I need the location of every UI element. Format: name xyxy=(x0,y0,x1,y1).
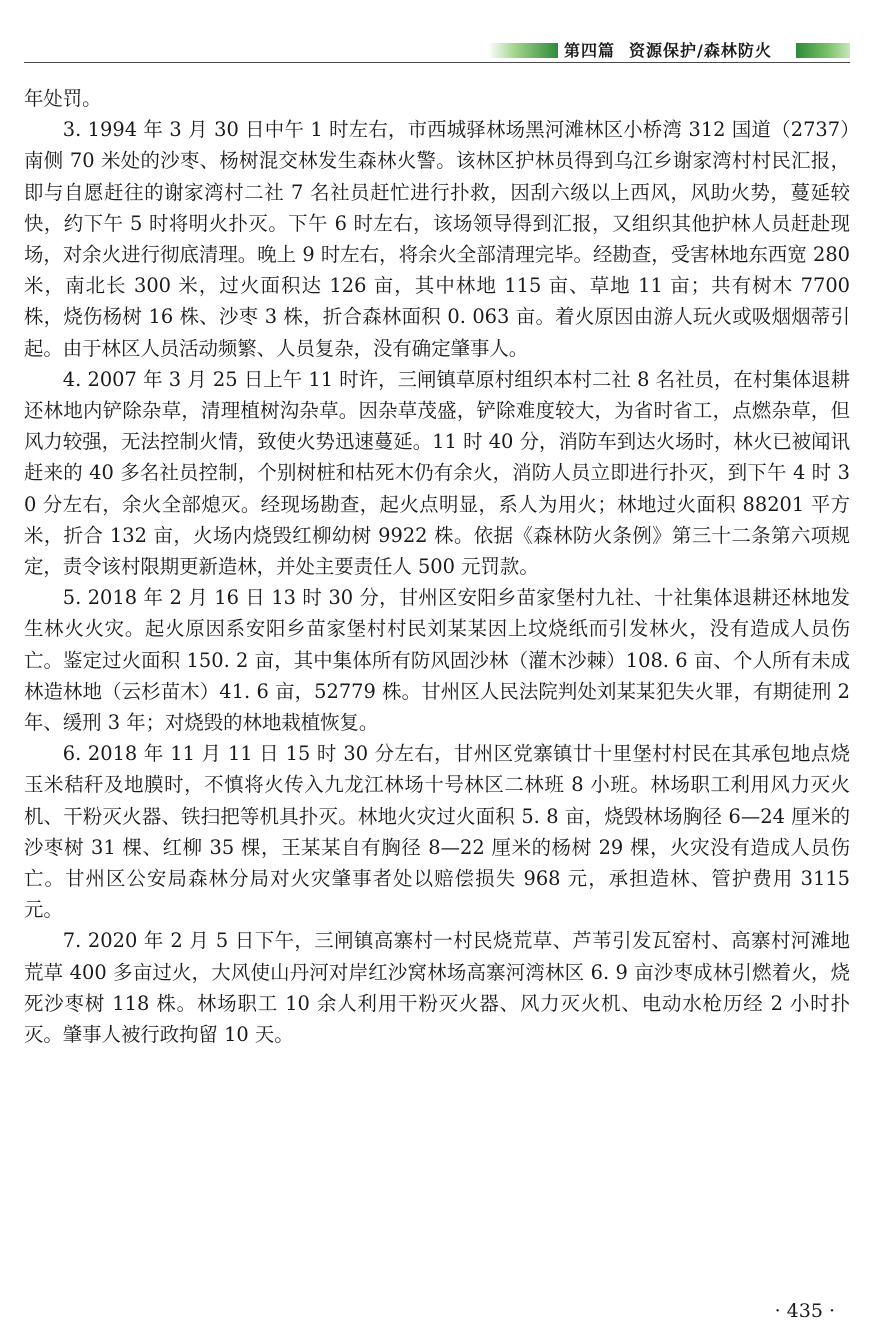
header-green-bar-left xyxy=(488,43,558,58)
running-header xyxy=(24,40,850,64)
page-number: · 435 · xyxy=(774,1300,835,1322)
paragraph-item-6: 6. 2018 年 11 月 11 日 15 时 30 分左右，甘州区党寨镇廿十里堡村村民在其承包地点烧玉米秸秆及地膜时，不慎将火传入九龙江林场十号林区二林班 8 小班。林场职工利用风力灭火机、干粉灭火器、铁扫把等机具扑灭。林地火灾过火面积 5. 8 亩，烧毁林场胸径 6—24 厘米的沙枣树 31 棵、红柳 35 棵，王某某自有胸径 8—22 厘米的杨树 29 棵，火灾没有造成人员伤亡。甘州区公安局森林分局对火灾肇事者处以赔偿损失 968 元，承担造林、管护费用 3115 元。 xyxy=(24,742,850,922)
paragraph-item-5: 5. 2018 年 2 月 16 日 13 时 30 分，甘州区安阳乡苗家堡村九社、十社集体退耕还林地发生林火火灾。起火原因系安阳乡苗家堡村村民刘某某因上坟烧纸而引发林火，没有造成人员伤亡。鉴定过火面积 150. 2 亩，其中集体所有防风固沙林（灌木沙棘）108. 6 亩、个人所有未成林造林地（云杉苗木）41. 6 亩，52779 株。甘州区人民法院判处刘某某犯失火罪，有期徒刑 2 年、缓刑 3 年；对烧毁的林地栽植恢复。 xyxy=(24,586,850,735)
header-part: 第四篇 xyxy=(564,41,616,60)
paragraph-item-7: 7. 2020 年 2 月 5 日下午，三闸镇高寨村一村民烧荒草、芦苇引发瓦窑村、高寨村河滩地荒草 400 多亩过火，大风使山丹河对岸红沙窝林场高寨河湾林区 6. 9 亩沙枣成林引燃着火，烧死沙枣树 118 株。林场职工 10 余人利用干粉灭火器、风力灭火机、电动水枪历经 2 小时扑灭。肇事人被行政拘留 10 天。 xyxy=(24,929,850,1047)
paragraph-item-3: 3. 1994 年 3 月 30 日中午 1 时左右，市西城驿林场黑河滩林区小桥湾 312 国道（2737）南侧 70 米处的沙枣、杨树混交林发生森林火警。该林区护林员得到乌江乡谢家湾村村民汇报，即与自愿赶往的谢家湾村二社 7 名社员赶忙进行扑救，因刮六级以上西风，风助火势，蔓延较快，约下午 5 时将明火扑灭。下午 6 时左右，该场领导得到汇报，又组织其他护林人员赶赴现场，对余火进行彻底清理。晚上 9 时左右，将余火全部清理完毕。经勘查，受害林地东西宽 280 米，南北长 300 米，过火面积达 126 亩，其中林地 115 亩、草地 11 亩；共有树木 7700 株，烧伤杨树 16 株、沙枣 3 株，折合森林面积 0. 063 亩。着火原因由游人玩火或吸烟烟蒂引起。由于林区人员活动频繁、人员复杂，没有确定肇事人。 xyxy=(24,118,850,360)
paragraph-continuation: 年处罚。 xyxy=(24,87,102,110)
header-green-bar-right xyxy=(796,43,850,58)
header-title xyxy=(564,40,804,62)
paragraph-item-4: 4. 2007 年 3 月 25 日上午 11 时许，三闸镇草原村组织本村二社 8 名社员，在村集体退耕还林地内铲除杂草，清理植树沟杂草。因杂草茂盛，铲除难度较大，为省时省工，点燃杂草，但风力较强，无法控制火情，致使火势迅速蔓延。11 时 40 分，消防车到达火场时，林火已被闻讯赶来的 40 多名社员控制，个别树桩和枯死木仍有余火，消防人员立即进行扑灭，到下午 4 时 30 分左右，余火全部熄灭。经现场勘查，起火点明显，系人为用火；林地过火面积 88201 平方米，折合 132 亩，火场内烧毁红柳幼树 9922 株。依据《森林防火条例》第三十二条第六项规定，责令该村限期更新造林，并处主要责任人 500 元罚款。 xyxy=(24,367,850,579)
body-text xyxy=(24,83,850,1050)
header-section: 资源保护/森林防火 xyxy=(629,41,772,60)
header-rule xyxy=(24,62,850,63)
